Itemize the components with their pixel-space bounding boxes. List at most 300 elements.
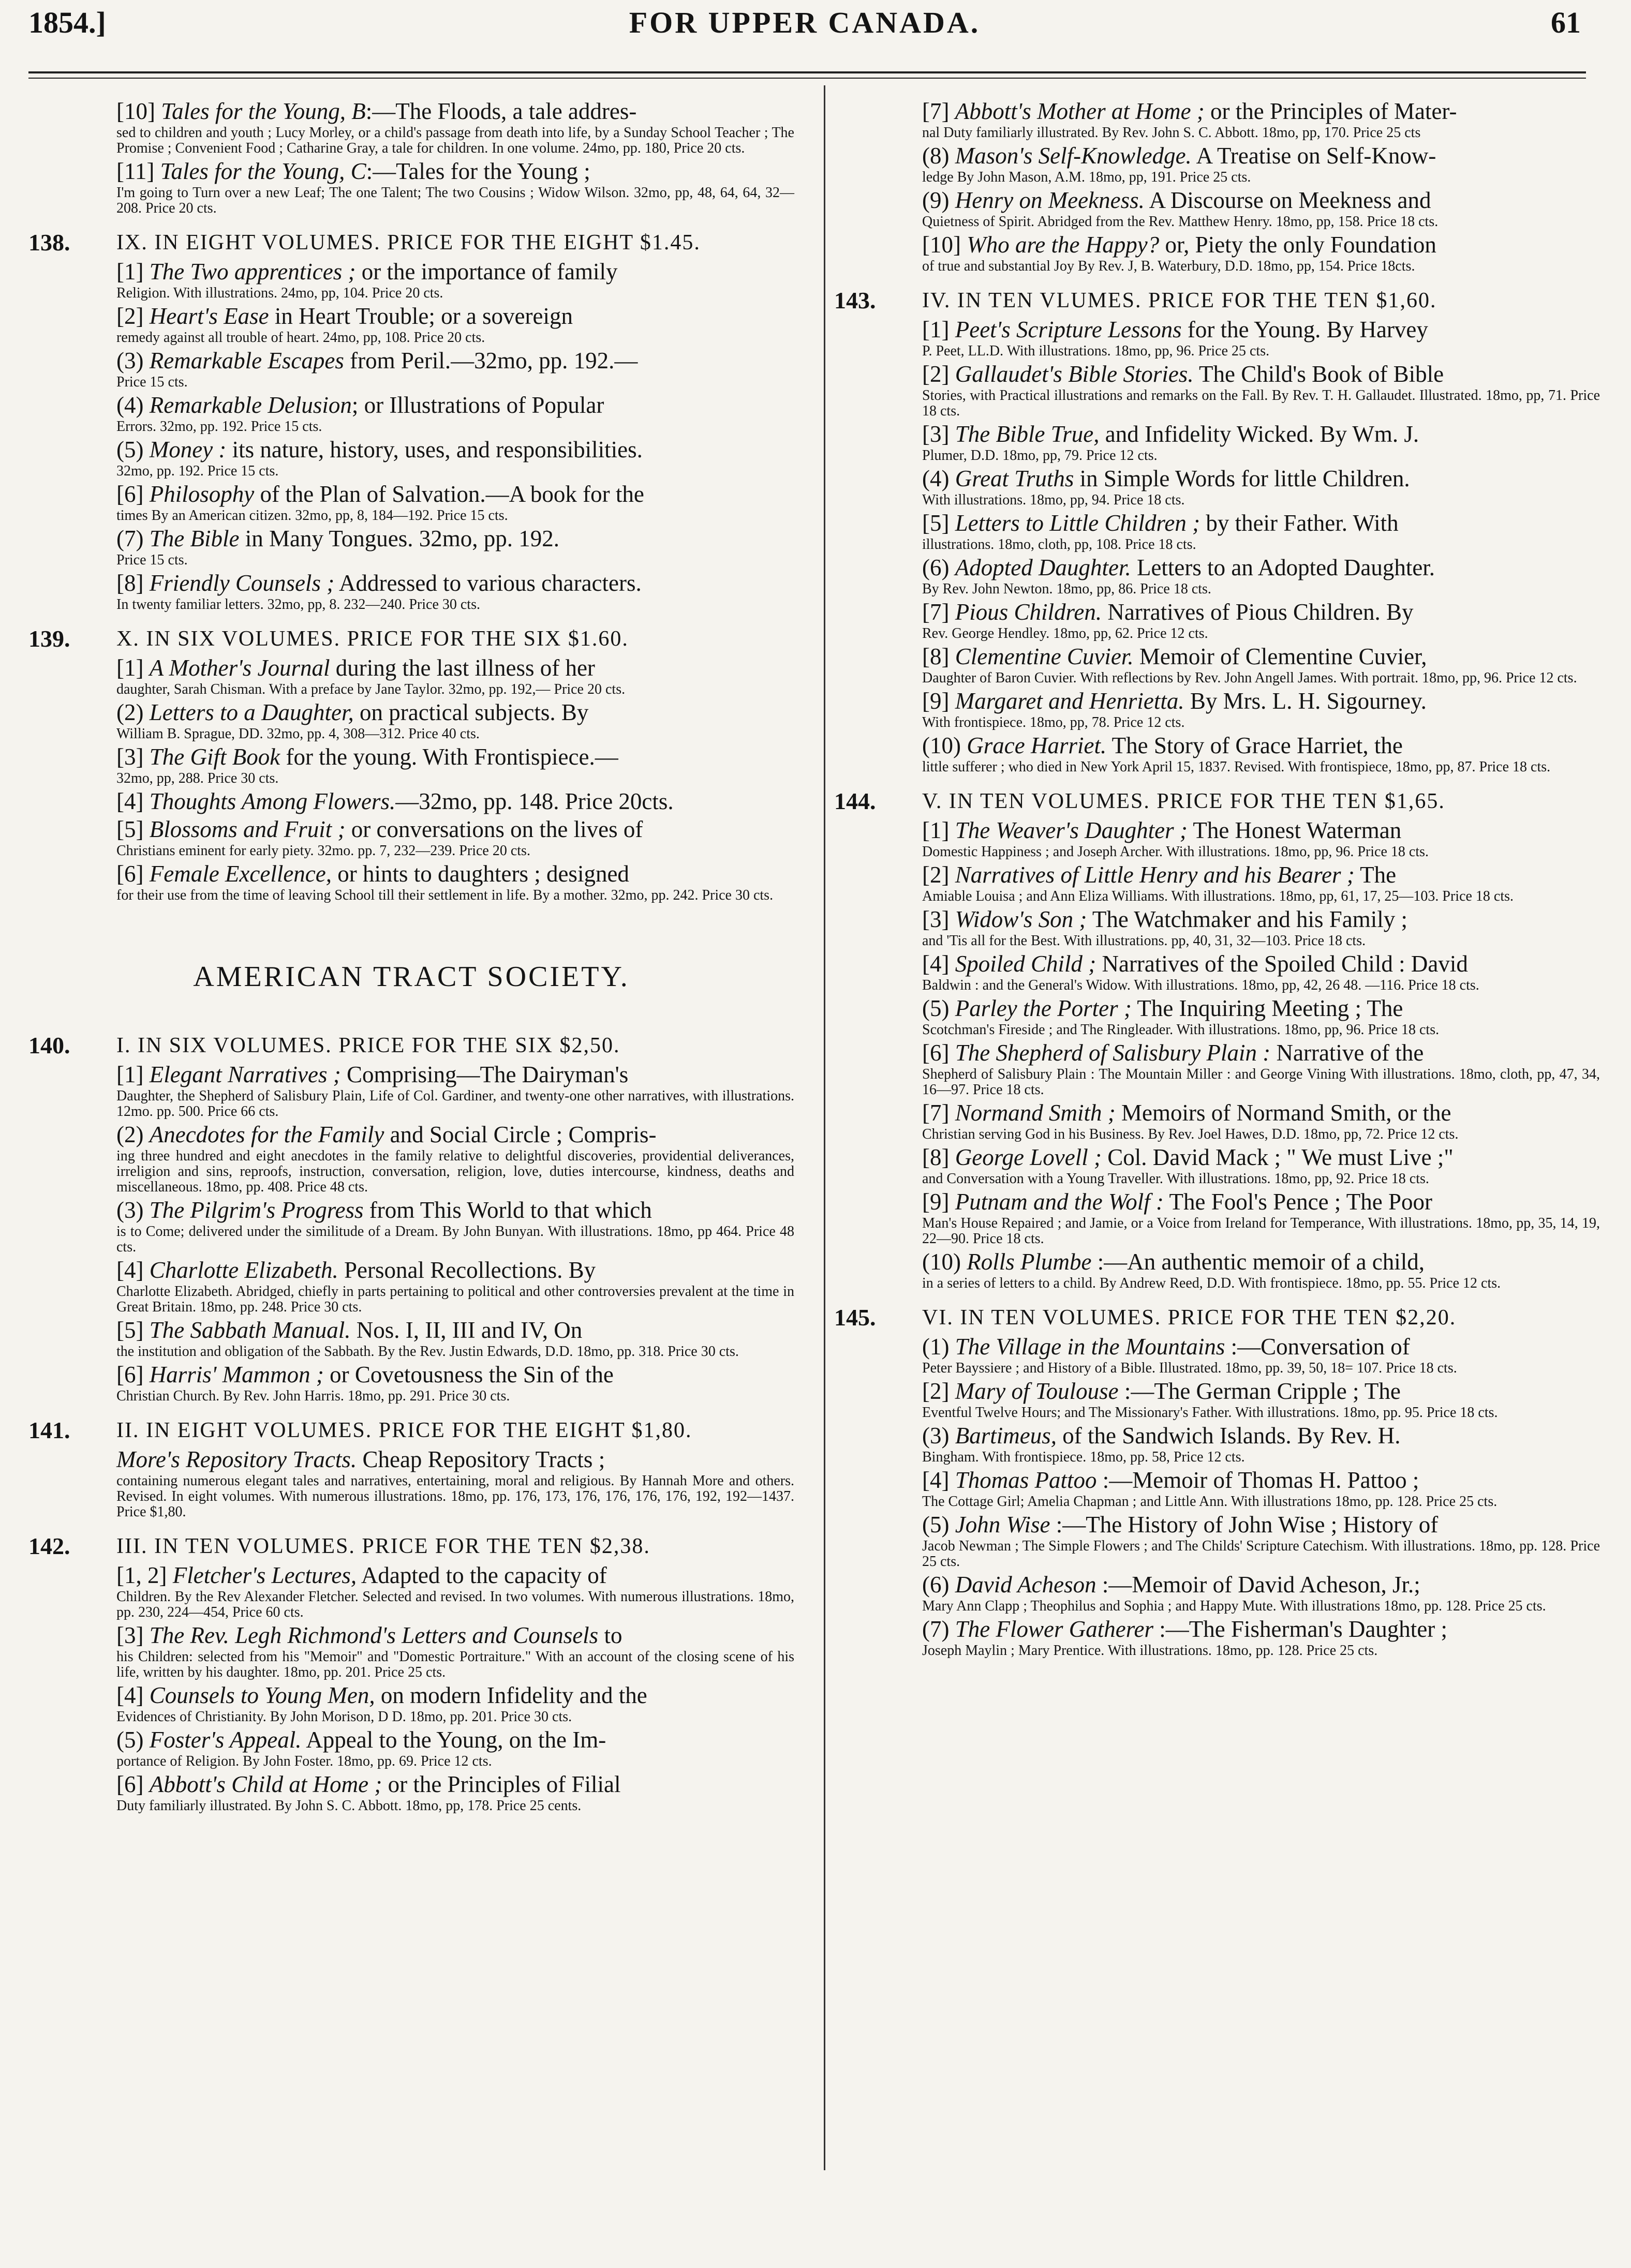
entry-description: times By an American citizen. 32mo, pp, 8, 184—192. Price 15 cts. — [116, 508, 508, 524]
book-entry — [28, 1682, 794, 1725]
entry-subtitle: its nature, history, uses, and responsibilities. — [226, 437, 643, 462]
entry-title: Remarkable Escapes — [149, 348, 344, 374]
book-entry — [28, 1446, 794, 1520]
entry-title-line — [922, 733, 1600, 758]
book-entry — [834, 317, 1600, 359]
entry-number: (1) — [922, 1334, 955, 1360]
entry-description: illustrations. 18mo, cloth, pp, 108. Price 18 cts. — [922, 536, 1196, 553]
entry-subtitle: Narratives of the Spoiled Child : David — [1096, 951, 1468, 977]
book-entry — [834, 1467, 1600, 1510]
entry-title: The Shepherd of Salisbury Plain : — [955, 1040, 1271, 1066]
entry-title-line — [922, 1423, 1600, 1449]
entry-description: Amiable Louisa ; and Ann Eliza Williams. With illustrations. 18mo, pp, 61, 17, 25—103. Price 18 cts. — [922, 888, 1514, 904]
entry-subtitle: Appeal to the Young, on the Im- — [301, 1727, 606, 1753]
entry-number: [6] — [116, 1362, 150, 1387]
entry-title: The Bible — [149, 526, 240, 551]
entry-description: Errors. 32mo, pp. 192. Price 15 cts. — [116, 419, 322, 435]
entry-title-line — [922, 1144, 1600, 1170]
entry-title: Clementine Cuvier. — [955, 644, 1134, 669]
entry-title: The Weaver's Daughter ; — [955, 817, 1188, 843]
entry-subtitle: on modern Infidelity and the — [375, 1682, 647, 1708]
entry-description: Peter Bayssiere ; and History of a Bible. Illustrated. 18mo, pp. 39, 50, 18= 107. Price 18 cts. — [922, 1360, 1457, 1376]
entry-number: [1, 2] — [116, 1562, 173, 1588]
entry-number: [3] — [922, 421, 955, 447]
entry-subtitle: and Infidelity Wicked. By Wm. J. — [1099, 421, 1419, 447]
section-number: 143. — [834, 287, 876, 314]
entry-description: the institution and obligation of the Sabbath. By the Rev. Justin Edwards, D.D. 18mo, pp. 318. Price 30 cts. — [116, 1344, 739, 1360]
entry-title: Great Truths — [955, 466, 1074, 491]
entry-description: ledge By John Mason, A.M. 18mo, pp, 191. Price 25 cts. — [922, 169, 1251, 185]
entry-subtitle: The Fool's Pence ; The Poor — [1164, 1189, 1432, 1215]
book-entry — [28, 158, 794, 216]
entry-description: for their use from the time of leaving School till their settlement in life. By a mother. 32mo, pp. 242. Price 30 cts. — [116, 887, 774, 903]
book-entry — [28, 699, 794, 742]
book-entry — [834, 143, 1600, 185]
entry-title: Anecdotes for the Family — [149, 1122, 384, 1147]
entry-description: remedy against all trouble of heart. 24mo, pp, 108. Price 20 cts. — [116, 330, 485, 346]
entry-description: Price 15 cts. — [116, 552, 188, 568]
entry-description: Rev. George Hendley. 18mo, pp, 62. Price 12 cts. — [922, 625, 1208, 641]
book-entry — [834, 817, 1600, 860]
entry-number: [5] — [922, 510, 955, 536]
entry-title: Bartimeus, — [955, 1423, 1057, 1449]
entry-title: David Acheson — [955, 1572, 1096, 1598]
entry-title-line — [922, 688, 1600, 714]
book-entry — [28, 481, 794, 524]
book-entry — [28, 1622, 794, 1680]
entry-title-line — [922, 98, 1600, 124]
entry-title: Mason's Self-Knowledge. — [955, 143, 1192, 169]
entry-number: (10) — [922, 1249, 967, 1275]
entry-description: Eventful Twelve Hours; and The Missionary's Father. With illustrations. 18mo, pp. 95. Price 18 cts. — [922, 1405, 1498, 1421]
section-label: II. IN EIGHT VOLUMES. PRICE FOR THE EIGHT $1,80. — [116, 1419, 692, 1442]
entry-description: Jacob Newman ; The Simple Flowers ; and The Childs' Scripture Catechism. With illustrations. 18mo, pp. 128. Price 25 cts. — [922, 1538, 1600, 1570]
entry-number: (3) — [116, 1197, 150, 1223]
entry-title-line — [116, 526, 794, 551]
entry-title: Friendly Counsels ; — [149, 570, 335, 596]
entry-title-line — [116, 699, 794, 725]
book-entry — [834, 361, 1600, 419]
entry-title-line — [116, 1682, 794, 1708]
entry-title: Charlotte Elizabeth. — [149, 1257, 338, 1283]
entry-title-line — [922, 906, 1600, 932]
right-column — [834, 98, 1600, 1661]
entry-title-line — [116, 259, 794, 285]
header-rule-thin — [28, 78, 1586, 79]
entry-title: The Gift Book — [149, 744, 280, 770]
entry-subtitle: :—An authentic memoir of a child, — [1091, 1249, 1425, 1275]
entry-subtitle: Narrative of the — [1270, 1040, 1424, 1066]
entry-subtitle: :—Tales for the Young ; — [366, 158, 590, 184]
entry-title: The Sabbath Manual. — [149, 1317, 351, 1343]
entry-title: Thomas Pattoo — [955, 1467, 1097, 1493]
entry-number: [6] — [116, 1771, 150, 1797]
entry-description: Shepherd of Salisbury Plain : The Mountain Miller : and George Vining With illustrations. 18mo, cloth, pp, 47, 34, 16—97. Price 18 cts. — [922, 1066, 1600, 1098]
entry-subtitle: :—Memoir of David Acheson, Jr.; — [1096, 1572, 1420, 1598]
entry-number: (2) — [116, 1122, 150, 1147]
entry-title-line — [116, 570, 794, 596]
entry-title-line — [116, 481, 794, 507]
entry-title-line — [116, 392, 794, 418]
section-number: 141. — [28, 1417, 70, 1443]
entry-title: Tales for the Young, B — [161, 98, 366, 124]
book-entry — [834, 1100, 1600, 1142]
entry-number: [2] — [922, 1378, 955, 1404]
entry-number: [3] — [116, 1622, 150, 1648]
book-entry — [28, 1771, 794, 1814]
book-entry — [834, 1616, 1600, 1659]
entry-subtitle: or conversations on the lives of — [345, 816, 643, 842]
entry-number: [10] — [116, 98, 161, 124]
entry-subtitle: from Peril.—32mo, pp. 192.— — [344, 348, 638, 374]
entry-number: (5) — [922, 995, 955, 1021]
entry-subtitle: ; or Illustrations of Popular — [351, 392, 604, 418]
entry-description: Children. By the Rev Alexander Fletcher. Selected and revised. In two volumes. With numerous illustrations. 18mo, pp. 230, 224—454, Price 60 cts. — [116, 1589, 794, 1620]
entry-number: [2] — [922, 862, 955, 888]
section-heading — [28, 1530, 794, 1562]
entry-number: [4] — [116, 1682, 150, 1708]
entry-number: (6) — [922, 1572, 955, 1598]
entry-subtitle: Addressed to various characters. — [334, 570, 642, 596]
entry-subtitle: or the importance of family — [355, 259, 618, 285]
entry-number: (2) — [116, 699, 150, 725]
entry-title-line — [922, 1572, 1600, 1598]
entry-title-line — [922, 1189, 1600, 1215]
entry-subtitle: on practical subjects. By — [353, 699, 589, 725]
entry-number: (6) — [922, 555, 955, 580]
entry-title-line — [116, 1317, 794, 1343]
entry-number: (3) — [116, 348, 150, 374]
book-entry — [28, 1197, 794, 1255]
entry-subtitle: :—The German Cripple ; The — [1118, 1378, 1401, 1404]
entry-title: The Pilgrim's Progress — [149, 1197, 364, 1223]
entry-description: William B. Sprague, DD. 32mo, pp. 4, 308—312. Price 40 cts. — [116, 726, 480, 742]
entry-title-line — [922, 421, 1600, 447]
entry-title-line — [922, 361, 1600, 387]
entry-title: Normand Smith ; — [955, 1100, 1116, 1126]
section-heading — [834, 285, 1600, 317]
book-entry — [834, 187, 1600, 230]
entry-number: [10] — [922, 232, 967, 258]
entry-number: [9] — [922, 1189, 955, 1215]
book-entry — [28, 655, 794, 697]
entry-subtitle: in Many Tongues. 32mo, pp. 192. — [239, 526, 559, 551]
entry-number: [5] — [116, 816, 150, 842]
entry-description: With illustrations. 18mo, pp, 94. Price 18 cts. — [922, 492, 1185, 508]
entry-title: Letters to a Daughter, — [149, 699, 354, 725]
book-entry — [834, 1040, 1600, 1098]
book-entry — [834, 232, 1600, 274]
entry-subtitle: or hints to daughters ; designed — [332, 861, 629, 887]
entry-subtitle: Memoir of Clementine Cuvier, — [1133, 644, 1427, 669]
entry-number: [3] — [922, 906, 955, 932]
entry-title: Pious Children. — [955, 599, 1102, 625]
entry-title-line — [116, 1362, 794, 1387]
book-entry — [834, 733, 1600, 775]
entry-title: Narratives of Little Henry and his Bearer ; — [955, 862, 1355, 888]
page-number: 61 — [1551, 6, 1581, 39]
entry-number: (5) — [116, 437, 150, 462]
entry-title-line — [922, 466, 1600, 491]
entry-number: (8) — [922, 143, 955, 169]
entry-description: his Children: selected from his "Memoir" and "Domestic Portraiture." With an account of the closing scene of his life, written by his daughter. 18mo, pp. 201. Price 25 cts. — [116, 1649, 794, 1680]
entry-title: Adopted Daughter. — [955, 555, 1131, 580]
entry-title: The Flower Gatherer — [955, 1616, 1154, 1642]
entry-title-line — [922, 555, 1600, 580]
entry-subtitle: in Heart Trouble; or a sovereign — [269, 303, 573, 329]
society-heading: AMERICAN TRACT SOCIETY. — [193, 961, 630, 993]
entry-title-line — [922, 1249, 1600, 1275]
entry-number: (5) — [116, 1727, 150, 1753]
entry-title-line — [922, 143, 1600, 169]
entry-description: In twenty familiar letters. 32mo, pp, 8. 232—240. Price 30 cts. — [116, 596, 480, 613]
entry-subtitle: or Covetousness the Sin of the — [323, 1362, 614, 1387]
entry-subtitle: during the last illness of her — [330, 655, 595, 681]
entry-subtitle: by their Father. With — [1200, 510, 1399, 536]
entry-subtitle: and Social Circle ; Compris- — [384, 1122, 657, 1147]
entry-title: The Bible True, — [955, 421, 1100, 447]
section-number: 145. — [834, 1304, 876, 1331]
entry-description: Man's House Repaired ; and Jamie, or a Voice from Ireland for Temperance, With illustrations. 18mo, pp, 35, 14, 19, 22—90. Price 18 cts. — [922, 1215, 1600, 1247]
entry-title: Heart's Ease — [149, 303, 269, 329]
entry-number: [5] — [116, 1317, 150, 1343]
entry-description: Plumer, D.D. 18mo, pp, 79. Price 12 cts. — [922, 447, 1158, 464]
entry-subtitle: A Discourse on Meekness and — [1144, 187, 1431, 213]
entry-title-line — [116, 1446, 794, 1472]
entry-description: little sufferer ; who died in New York April 15, 1837. Revised. With frontispiece, 18mo, pp, 87. Price 18 cts. — [922, 759, 1551, 775]
entry-title: John Wise — [955, 1512, 1050, 1538]
book-entry — [834, 1512, 1600, 1570]
entry-description: P. Peet, LL.D. With illustrations. 18mo, pp, 96. Price 25 cts. — [922, 343, 1270, 359]
entry-title: The Village in the Mountains — [955, 1334, 1225, 1360]
book-entry — [834, 510, 1600, 553]
book-entry — [28, 570, 794, 613]
entry-subtitle: in Simple Words for little Children. — [1074, 466, 1410, 491]
entry-title: Thoughts Among Flowers. — [149, 788, 396, 814]
section-heading — [834, 785, 1600, 817]
entry-title: George Lovell ; — [955, 1144, 1102, 1170]
entry-title: Mary of Toulouse — [955, 1378, 1119, 1404]
entry-description: Christian Church. By Rev. John Harris. 18mo, pp. 291. Price 30 cts. — [116, 1388, 510, 1404]
entry-title-line — [116, 655, 794, 681]
book-entry — [834, 599, 1600, 641]
entry-title-line — [922, 995, 1600, 1021]
entry-number: [8] — [922, 644, 955, 669]
entry-subtitle: :—The Floods, a tale addres- — [365, 98, 637, 124]
entry-subtitle: The Inquiring Meeting ; The — [1131, 995, 1403, 1021]
book-entry — [834, 1378, 1600, 1421]
entry-number: [2] — [116, 303, 150, 329]
entry-number: [1] — [116, 655, 150, 681]
book-entry — [834, 644, 1600, 686]
entry-description: Domestic Happiness ; and Joseph Archer. With illustrations. 18mo, pp, 96. Price 18 cts. — [922, 844, 1429, 860]
entry-subtitle: Cheap Repository Tracts ; — [357, 1446, 605, 1472]
entry-title: Elegant Narratives ; — [149, 1062, 341, 1087]
entry-description: I'm going to Turn over a new Leaf; The one Talent; The two Cousins ; Widow Wilson. 32mo, pp, 48, 64, 64, 32—208. Price 20 cts. — [116, 185, 794, 216]
entry-description: Religion. With illustrations. 24mo, pp, 104. Price 20 cts. — [116, 285, 443, 301]
entry-subtitle: —32mo, pp. 148. Price 20cts. — [395, 788, 674, 814]
book-entry — [834, 951, 1600, 993]
section-heading — [28, 227, 794, 259]
book-entry — [28, 1257, 794, 1315]
left-column — [28, 98, 794, 1816]
entry-title-line — [922, 1334, 1600, 1360]
entry-description: Quietness of Spirit. Abridged from the Rev. Matthew Henry. 18mo, pp, 158. Price 18 cts. — [922, 214, 1439, 230]
entry-title-line — [922, 1100, 1600, 1126]
entry-title-line — [922, 510, 1600, 536]
book-entry — [834, 466, 1600, 508]
entry-subtitle: The Watchmaker and his Family ; — [1087, 906, 1407, 932]
entry-title-line — [116, 1562, 794, 1588]
book-entry — [28, 1562, 794, 1620]
entry-title-line — [922, 317, 1600, 342]
entry-title: Peet's Scripture Lessons — [955, 317, 1182, 342]
book-entry — [28, 98, 794, 156]
entry-description: nal Duty familiarly illustrated. By Rev. John S. C. Abbott. 18mo, pp, 170. Price 25 cts — [922, 125, 1421, 141]
entry-description: Price 15 cts. — [116, 374, 188, 390]
entry-description: daughter, Sarah Chisman. With a preface by Jane Taylor. 32mo, pp. 192,— Price 20 cts. — [116, 681, 626, 697]
entry-number: [6] — [116, 861, 150, 887]
entry-description: Bingham. With frontispiece. 18mo, pp. 58, Price 12 cts. — [922, 1449, 1245, 1465]
entry-title-line — [922, 1378, 1600, 1404]
entry-number: [1] — [116, 259, 150, 285]
entry-description: Evidences of Christianity. By John Morison, D D. 18mo, pp. 201. Price 30 cts. — [116, 1709, 572, 1725]
entry-number: [7] — [922, 98, 955, 124]
entry-subtitle: The Child's Book of Bible — [1193, 361, 1444, 387]
entry-subtitle: Memoirs of Normand Smith, or the — [1115, 1100, 1451, 1126]
entry-title: Grace Harriet. — [967, 733, 1107, 758]
entry-subtitle: of the Plan of Salvation.—A book for the — [254, 481, 644, 507]
entry-number: [1] — [922, 817, 955, 843]
entry-subtitle: or the Principles of Mater- — [1204, 98, 1457, 124]
entry-description: Joseph Maylin ; Mary Prentice. With illustrations. 18mo, pp. 128. Price 25 cts. — [922, 1643, 1378, 1659]
entry-title-line — [922, 232, 1600, 258]
book-entry — [28, 526, 794, 568]
entry-title: Fletcher's Lectures, — [172, 1562, 357, 1588]
section-label: IX. IN EIGHT VOLUMES. PRICE FOR THE EIGHT $1.45. — [116, 231, 701, 255]
entry-title: Spoiled Child ; — [955, 951, 1096, 977]
entry-title-line — [922, 862, 1600, 888]
entry-number: [6] — [116, 481, 150, 507]
entry-number: (10) — [922, 733, 967, 758]
entry-subtitle: for the Young. By Harvey — [1181, 317, 1428, 342]
entry-title-line — [922, 817, 1600, 843]
entry-number: (9) — [922, 187, 955, 213]
entry-number: [11] — [116, 158, 160, 184]
entry-subtitle: Narratives of Pious Children. By — [1102, 599, 1414, 625]
entry-description: Daughter, the Shepherd of Salisbury Plain, Life of Col. Gardiner, and twenty-one other narratives, with illustrations. 12mo. pp. 500. Price 66 cts. — [116, 1088, 794, 1120]
entry-title: More's Repository Tracts. — [116, 1446, 357, 1472]
entry-title-line — [116, 1197, 794, 1223]
entry-subtitle: to — [598, 1622, 622, 1648]
entry-description: 32mo, pp, 288. Price 30 cts. — [116, 770, 279, 786]
entry-number: [4] — [116, 788, 150, 814]
entry-title: Gallaudet's Bible Stories. — [955, 361, 1194, 387]
entry-description: Scotchman's Fireside ; and The Ringleader. With illustrations. 18mo, pp, 96. Price 18 cts. — [922, 1022, 1440, 1038]
book-entry — [28, 788, 794, 814]
entry-number: [4] — [922, 1467, 955, 1493]
entry-title-line — [922, 1467, 1600, 1493]
entry-number: (4) — [116, 392, 150, 418]
book-entry — [28, 1317, 794, 1360]
book-entry — [834, 862, 1600, 904]
entry-title: Letters to Little Children ; — [955, 510, 1200, 536]
entry-description: portance of Religion. By John Foster. 18mo, pp. 69. Price 12 cts. — [116, 1753, 492, 1769]
entry-subtitle: for the young. With Frontispiece.— — [280, 744, 618, 770]
entry-title-line — [116, 1122, 794, 1147]
section-label: V. IN TEN VOLUMES. PRICE FOR THE TEN $1,65. — [922, 789, 1445, 813]
book-entry — [834, 1572, 1600, 1614]
entry-description: containing numerous elegant tales and narratives, entertaining, moral and religious. By Hannah More and others. Revised. In eight volumes. With numerous illustrations. 18mo, pp. 176, 173, 176, 176, 176, 176, 192, 192—1437. Price $1,80. — [116, 1473, 794, 1520]
entry-description: By Rev. John Newton. 18mo, pp, 86. Price 18 cts. — [922, 581, 1211, 597]
entry-title: Remarkable Delusion — [149, 392, 352, 418]
entry-title-line — [116, 861, 794, 887]
entry-title-line — [922, 951, 1600, 977]
entry-subtitle: :—Memoir of Thomas H. Pattoo ; — [1096, 1467, 1419, 1493]
entry-number: [3] — [116, 744, 150, 770]
entry-description: Christians eminent for early piety. 32mo. pp. 7, 232—239. Price 20 cts. — [116, 843, 530, 859]
entry-title: Henry on Meekness. — [955, 187, 1145, 213]
entry-title-line — [116, 303, 794, 329]
entry-subtitle: of the Sandwich Islands. By Rev. H. — [1056, 1423, 1401, 1449]
entry-subtitle: A Treatise on Self-Know- — [1191, 143, 1436, 169]
entry-number: [8] — [116, 570, 150, 596]
entry-subtitle: or the Principles of Filial — [382, 1771, 621, 1797]
header-rule — [28, 71, 1586, 73]
entry-title-line — [922, 1616, 1600, 1642]
entry-title: Female Excellence, — [149, 861, 332, 887]
entry-title-line — [116, 744, 794, 770]
entry-title-line — [116, 158, 794, 184]
book-entry — [834, 1249, 1600, 1291]
section-label: III. IN TEN VOLUMES. PRICE FOR THE TEN $2,38. — [116, 1534, 650, 1558]
section-heading — [28, 623, 794, 655]
entry-description: ing three hundred and eight anecdotes in the family relative to delightful discoveries, providential deliverances, irreligion and sins, reproofs, instruction, conversation, religion, love, duties intercourse, kindness, deaths and miscellaneous. 18mo, pp. 408. Price 48 cts. — [116, 1148, 794, 1195]
entry-subtitle: Adapted to the capacity of — [357, 1562, 607, 1588]
entry-title: Putnam and the Wolf : — [955, 1189, 1164, 1215]
entry-title: Philosophy — [149, 481, 255, 507]
book-entry — [28, 348, 794, 390]
section-label: X. IN SIX VOLUMES. PRICE FOR THE SIX $1.60. — [116, 627, 629, 651]
entry-title-line — [116, 788, 794, 814]
book-entry — [28, 744, 794, 786]
section-number: 142. — [28, 1533, 70, 1559]
book-entry — [834, 98, 1600, 141]
entry-description: sed to children and youth ; Lucy Morley, or a child's passage from death into life, by a Sunday School Teacher ; The Promise ; Convenient Food ; Catharine Gray, a tale for children. In one volume. 24mo, pp. 180, Price 20 cts. — [116, 125, 794, 156]
entry-title: The Two apprentices ; — [149, 259, 356, 285]
entry-title-line — [922, 1040, 1600, 1066]
entry-subtitle: Personal Recollections. By — [338, 1257, 596, 1283]
section-number: 138. — [28, 229, 70, 256]
book-entry — [28, 303, 794, 346]
book-entry — [834, 1189, 1600, 1247]
entry-description: and Conversation with a Young Traveller. With illustrations. 18mo, pp, 92. Price 18 cts. — [922, 1171, 1429, 1187]
entry-title-line — [922, 644, 1600, 669]
section-heading — [834, 1302, 1600, 1334]
entry-description: of true and substantial Joy By Rev. J, B. Waterbury, D.D. 18mo, pp, 154. Price 18cts. — [922, 258, 1415, 274]
book-entry — [834, 688, 1600, 730]
entry-subtitle: :—Conversation of — [1225, 1334, 1410, 1360]
entry-description: Mary Ann Clapp ; Theophilus and Sophia ; and Happy Mute. With illustrations 18mo, pp. 128. Price 25 cts. — [922, 1598, 1546, 1614]
book-entry — [28, 392, 794, 435]
entry-title: Foster's Appeal. — [149, 1727, 302, 1753]
entry-title-line — [116, 1727, 794, 1753]
entry-number: [6] — [922, 1040, 955, 1066]
entry-title: Parley the Porter ; — [955, 995, 1132, 1021]
book-entry — [834, 421, 1600, 464]
entry-title-line — [116, 1622, 794, 1648]
section-number: 139. — [28, 625, 70, 652]
